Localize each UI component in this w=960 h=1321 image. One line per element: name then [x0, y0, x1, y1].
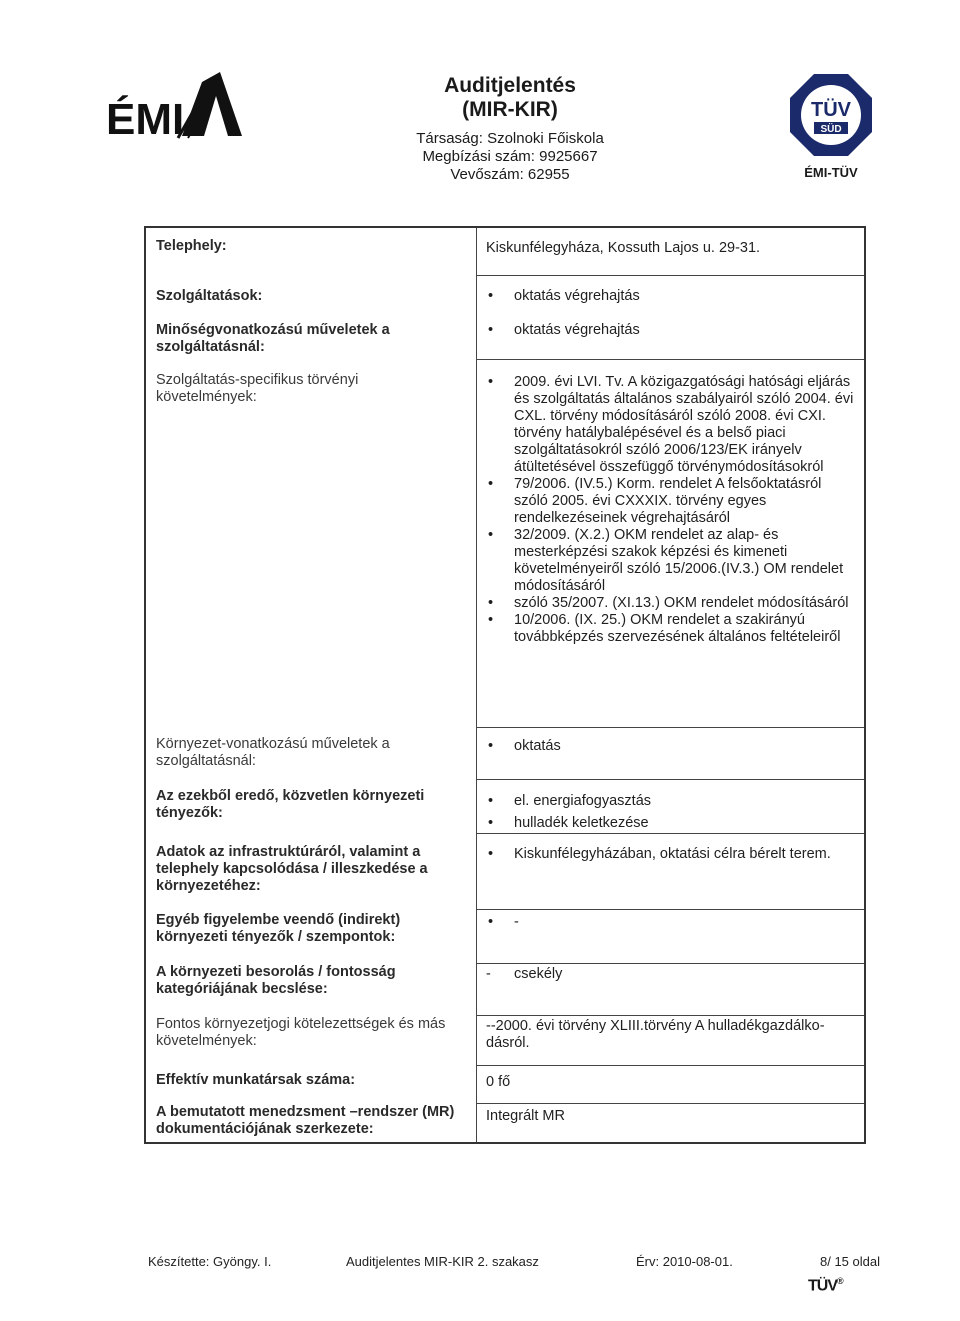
emi-logo — [104, 72, 249, 142]
list-item: • oktatás végrehajtás — [486, 288, 854, 305]
row-tenyezok — [146, 780, 864, 834]
tuv-badge-sub: SÜD — [820, 124, 842, 135]
label-effektiv: Effektív munkatársak száma: — [156, 1072, 356, 1088]
row-infrastruktura — [146, 834, 864, 910]
besorolas-marker: - — [486, 966, 491, 982]
value-telephely: Kiskunfélegyháza, Kossuth Lajos u. 29-31. — [486, 240, 761, 256]
value-specifikus — [486, 374, 854, 646]
label-besorolas: A környezeti besorolás / fontosság kategóriájának becslése: — [156, 964, 396, 997]
row-specifikus — [146, 360, 864, 728]
label-egyeb: Egyéb figyelembe veendő (indirekt) környezeti tényezők / szempontok: — [156, 912, 401, 945]
label-infrastruktura: Adatok az infrastruktúráról, valamint a telephely kapcsolódása / illeszkedése a környezetéhez: — [156, 844, 428, 894]
label-szolgaltatasok: Szolgáltatások: — [156, 288, 263, 304]
value-egyeb — [486, 914, 854, 931]
tuv-logo-caption: ÉMI-TÜV — [804, 165, 858, 180]
list-item: • 10/2006. (IX. 25.) OKM rendelet a szakirányú továbbképzés szervezésének általános feltételeiről — [486, 612, 854, 646]
list-item: • Kiskunfélegyházában, oktatási célra bérelt terem. — [486, 846, 854, 863]
value-besorolas — [486, 966, 854, 983]
report-title: Auditjelentés — [444, 74, 576, 97]
footer-author: Készítette: Gyöngy. I. — [148, 1254, 272, 1269]
list-item: • szóló 35/2007. (XI.13.) OKM rendelet módosításáról — [486, 595, 854, 612]
label-specifikus: Szolgáltatás-specifikus törvényi követelmények: — [156, 372, 359, 405]
footer-page-number: 8/ 15 oldal — [820, 1254, 880, 1269]
label-bemutatott: A bemutatott menedzsment –rendszer (MR) dokumentációjának szerkezete: — [156, 1104, 455, 1137]
row-minoseg — [146, 310, 864, 360]
value-szolgaltatasok — [486, 288, 854, 305]
report-header — [360, 74, 660, 184]
row-fontos — [146, 1016, 864, 1066]
order-number: Megbízási szám: 9925667 — [422, 148, 598, 165]
label-kornyezet: Környezet-vonatkozású műveletek a szolgáltatásnál: — [156, 736, 390, 769]
value-kornyezet — [486, 738, 854, 755]
footer-tuv-mark — [808, 1276, 843, 1295]
footer-validity: Érv: 2010-08-01. — [636, 1254, 733, 1269]
tuv-badge-text: TÜV — [811, 99, 851, 121]
label-minoseg: Minőségvonatkozású műveletek a szolgáltatásnál: — [156, 322, 390, 355]
value-effektiv: 0 fő — [486, 1074, 511, 1090]
footer-document: Auditjelentes MIR-KIR 2. szakasz — [346, 1254, 539, 1269]
row-egyeb — [146, 910, 864, 964]
label-fontos: Fontos környezetjogi kötelezettségek és más követelmények: — [156, 1016, 446, 1049]
row-telephely — [146, 228, 864, 276]
row-besorolas — [146, 964, 864, 1016]
besorolas-value: csekély — [514, 966, 563, 982]
report-subtitle: (MIR-KIR) — [462, 98, 558, 121]
label-tenyezok: Az ezekből eredő, közvetlen környezeti tényezők: — [156, 788, 425, 821]
list-item: • oktatás végrehajtás — [486, 322, 854, 339]
tuv-logo — [786, 72, 876, 187]
customer-number: Vevőszám: 62955 — [450, 166, 570, 183]
row-szolgaltatasok — [146, 276, 864, 310]
list-item: • oktatás — [486, 738, 854, 755]
row-kornyezet — [146, 728, 864, 780]
list-item: • 32/2009. (X.2.) OKM rendelet az alap- és mesterképzési szakok képzési és kimeneti követelményeiről szóló 15/2006.(IV.3.) OM rendelet módosításáról — [486, 527, 854, 595]
value-tenyezok — [486, 790, 854, 834]
audit-table — [144, 226, 866, 1144]
value-bemutatott: Integrált MR — [486, 1108, 565, 1124]
row-effektiv — [146, 1066, 864, 1104]
footer-tuv-text: TÜV — [808, 1277, 837, 1295]
value-infrastruktura — [486, 846, 854, 863]
value-minoseg — [486, 322, 854, 339]
list-item: • hulladék keletkezése — [486, 812, 854, 834]
list-item: • - — [486, 914, 854, 931]
row-bemutatott — [146, 1104, 864, 1144]
list-item: • 2009. évi LVI. Tv. A közigazgatósági hatósági eljárás és szolgáltatás általános szabályairól szóló 2004. évi CXL. törvény módosításáról szóló 2008. évi CXI. törvény hatálybalépésével és a belső piaci szolgáltatásokról szóló 2006/123/EK irányelv átültetésével összefüggő törvénymódosításokról — [486, 374, 854, 476]
value-fontos: --2000. évi törvény XLIII.törvény A hulladékgazdálko-dásról. — [486, 1018, 825, 1051]
list-item: • 79/2006. (IV.5.) Korm. rendelet A felsőoktatásról szóló 2005. évi CXXXIX. törvény egyes rendelkezéseinek végrehajtásáról — [486, 476, 854, 527]
label-telephely: Telephely: — [156, 238, 227, 254]
company-line: Társaság: Szolnoki Főiskola — [416, 130, 604, 147]
emi-logo-text: ÉMI — [106, 95, 185, 142]
footer-tuv-registered: ® — [837, 1276, 843, 1286]
list-item: • el. energiafogyasztás — [486, 790, 854, 812]
